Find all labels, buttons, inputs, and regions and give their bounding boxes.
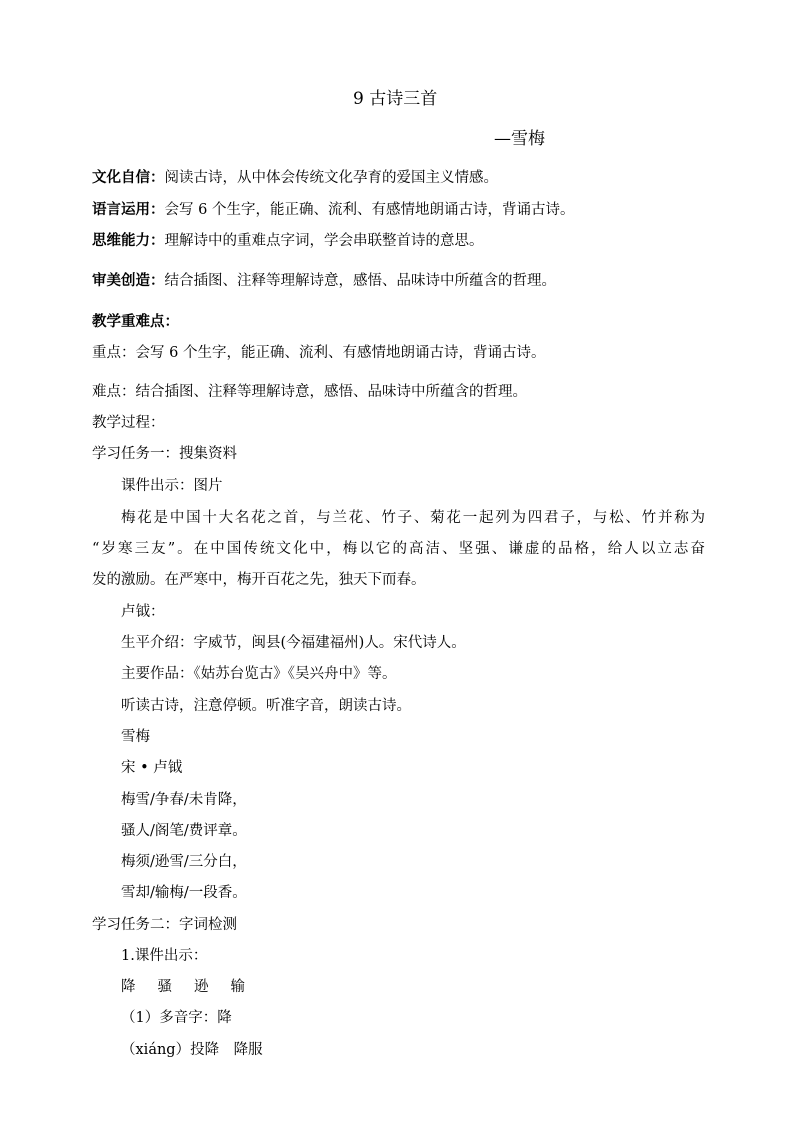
- goal-label: 文化自信：: [92, 170, 165, 186]
- goal-text: 结合插图、注释等理解诗意，感悟、品味诗中所蕴含的哲理。: [164, 273, 556, 289]
- plum-paragraph-line: 梅花是中国十大名花之首，与兰花、竹子、菊花一起列为四君子，与松、竹并称为: [121, 510, 705, 526]
- goal-text: 理解诗中的重难点字词，学会串联整首诗的意思。: [164, 233, 484, 249]
- difficult-point: 难点：结合插图、注释等理解诗意，感悟、品味诗中所蕴含的哲理。: [92, 384, 527, 400]
- plum-paragraph-line: 发的激励。在严寒中，梅开百花之先，独天下而春。: [92, 572, 426, 588]
- author-name: 卢钺：: [121, 604, 165, 620]
- poem-line: 梅须/逊雪/三分白，: [121, 854, 247, 870]
- slide2: 1.课件出示：: [121, 948, 208, 964]
- goal-label: 审美创造：: [92, 273, 165, 289]
- task2-heading: 学习任务二：字词检测: [92, 917, 237, 933]
- goal-aesthetic: [92, 271, 556, 291]
- doc-title: 9 古诗三首: [353, 89, 438, 109]
- character: 逊: [194, 979, 209, 995]
- goal-thinking: [92, 231, 484, 251]
- goal-text: 会写 6 个生字，能正确、流利、有感情地朗诵古诗，背诵古诗。: [164, 202, 575, 218]
- goal-label: 思维能力：: [92, 233, 165, 249]
- character: 骚: [157, 979, 172, 995]
- goal-label: 语言运用：: [92, 202, 165, 218]
- poem-title: 雪梅: [121, 729, 150, 745]
- goal-culture: [92, 168, 498, 188]
- task1-heading: 学习任务一：搜集资料: [92, 446, 237, 462]
- poem-line: 雪却/输梅/一段香。: [121, 885, 247, 901]
- key-point: 重点：会写 6 个生字，能正确、流利、有感情地朗诵古诗，背诵古诗。: [92, 345, 546, 361]
- poem-line: 梅雪/争春/未肯降，: [121, 792, 247, 808]
- polyphone-heading: （1）多音字：降: [121, 1010, 232, 1026]
- character-list: [121, 977, 245, 997]
- character: 降: [121, 979, 136, 995]
- doc-subtitle: —雪梅: [494, 129, 545, 149]
- slide1: 课件出示：图片: [121, 478, 223, 494]
- character: 输: [230, 979, 245, 995]
- poem-author: 宋 • 卢钺: [121, 760, 183, 776]
- listen-instruction: 听读古诗，注意停顿。听准字音，朗读古诗。: [121, 698, 411, 714]
- goal-text: 阅读古诗，从中体会传统文化孕育的爱国主义情感。: [164, 170, 498, 186]
- key-heading: 教学重难点：: [92, 314, 179, 330]
- process-heading: 教学过程：: [92, 415, 165, 431]
- author-bio: 生平介绍：字威节，闽县(今福建福州)人。宋代诗人。: [121, 635, 466, 651]
- plum-paragraph-line: “岁寒三友”。在中国传统文化中，梅以它的高洁、坚强、谦虚的品格，给人以立志奋: [92, 541, 705, 557]
- poem-line: 骚人/阁笔/费评章。: [121, 823, 247, 839]
- author-works: 主要作品：《姑苏台览古》《吴兴舟中》等。: [121, 666, 397, 682]
- polyphone-reading: （xiáng）投降 降服: [121, 1042, 263, 1058]
- goal-language: [92, 200, 574, 220]
